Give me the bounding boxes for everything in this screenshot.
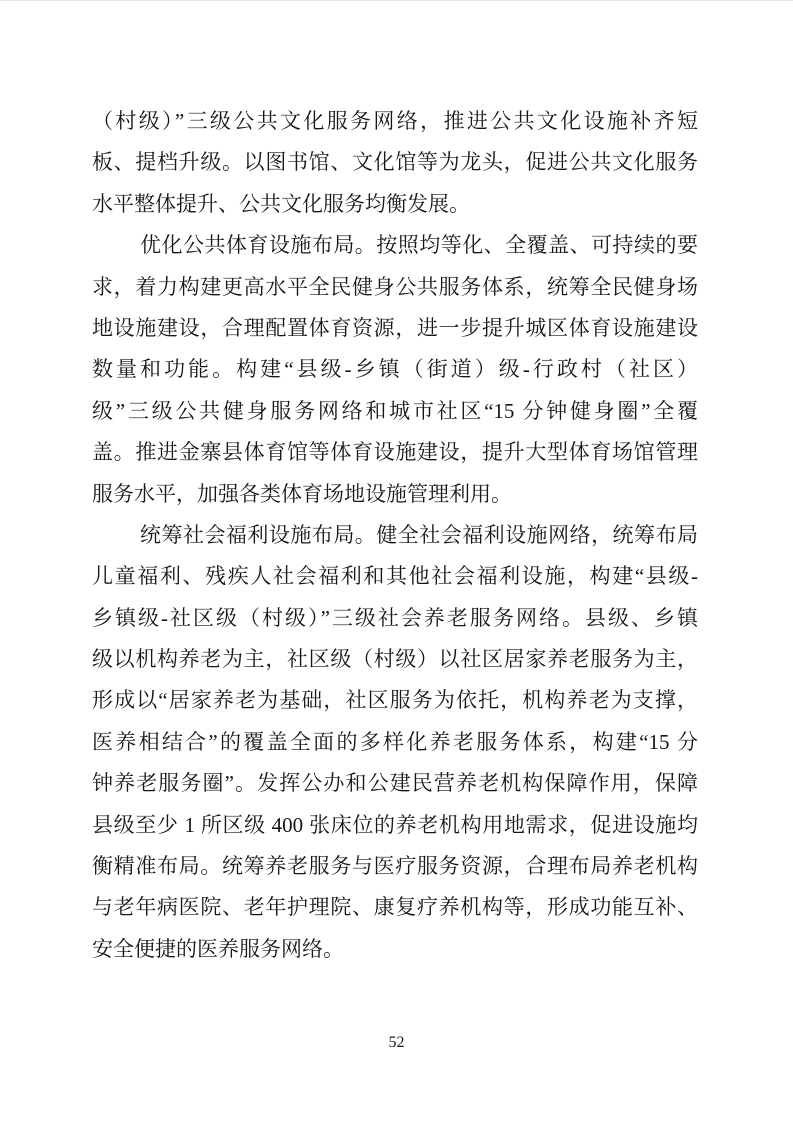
text-line: 地设施建设，合理配置体育资源，进一步提升城区体育设施建设: [92, 315, 698, 340]
text-line: 数量和功能。构建“县级-乡镇（街道）级-行政村（社区）: [92, 357, 698, 382]
text-line: 乡镇级-社区级（村级）”三级社会养老服务网络。县级、乡镇: [92, 605, 698, 630]
text-line: 统筹社会福利设施布局。健全社会福利设施网络，统筹布局: [140, 522, 698, 547]
text-line: 衡精准布局。统筹养老服务与医疗服务资源，合理布局养老机构: [92, 854, 698, 879]
text-line: 板、提档升级。以图书馆、文化馆等为龙头，促进公共文化服务: [92, 150, 698, 175]
page-number: 52: [388, 1034, 405, 1051]
text-line: 医养相结合”的覆盖全面的多样化养老服务体系，构建“15 分: [92, 729, 698, 754]
paragraph-social-welfare: [92, 515, 698, 970]
text-line: 水平整体提升、公共文化服务均衡发展。: [92, 191, 470, 216]
text-line: 与老年病医院、老年护理院、康复疗养机构等，形成功能互补、: [92, 895, 698, 920]
paragraph-public-culture: [92, 101, 698, 225]
text-line: 儿童福利、残疾人社会福利和其他社会福利设施，构建“县级-: [92, 564, 698, 589]
page-top-edge: [0, 0, 793, 1]
body-text: [92, 101, 698, 970]
text-line: 县级至少 1 所区级 400 张床位的养老机构用地需求，促进设施均: [92, 812, 698, 837]
text-line: 级以机构养老为主，社区级（村级）以社区居家养老服务为主，: [92, 647, 698, 672]
text-line: 级”三级公共健身服务网络和城市社区“15 分钟健身圈”全覆: [92, 398, 698, 423]
text-line: 钟养老服务圈”。发挥公办和公建民营养老机构保障作用，保障: [92, 771, 698, 796]
text-line: 求，着力构建更高水平全民健身公共服务体系，统筹全民健身场: [92, 274, 698, 299]
paragraph-sports-facilities: [92, 225, 698, 515]
text-line: 优化公共体育设施布局。按照均等化、全覆盖、可持续的要: [140, 233, 698, 258]
text-line: 形成以“居家养老为基础，社区服务为依托，机构养老为支撑，: [92, 688, 698, 713]
text-line: 服务水平，加强各类体育场地设施管理利用。: [92, 481, 512, 506]
text-line: 安全便捷的医养服务网络。: [92, 936, 344, 961]
text-line: 盖。推进金寨县体育馆等体育设施建设，提升大型体育场馆管理: [92, 440, 698, 465]
text-line: （村级）”三级公共文化服务网络，推进公共文化设施补齐短: [92, 109, 698, 133]
